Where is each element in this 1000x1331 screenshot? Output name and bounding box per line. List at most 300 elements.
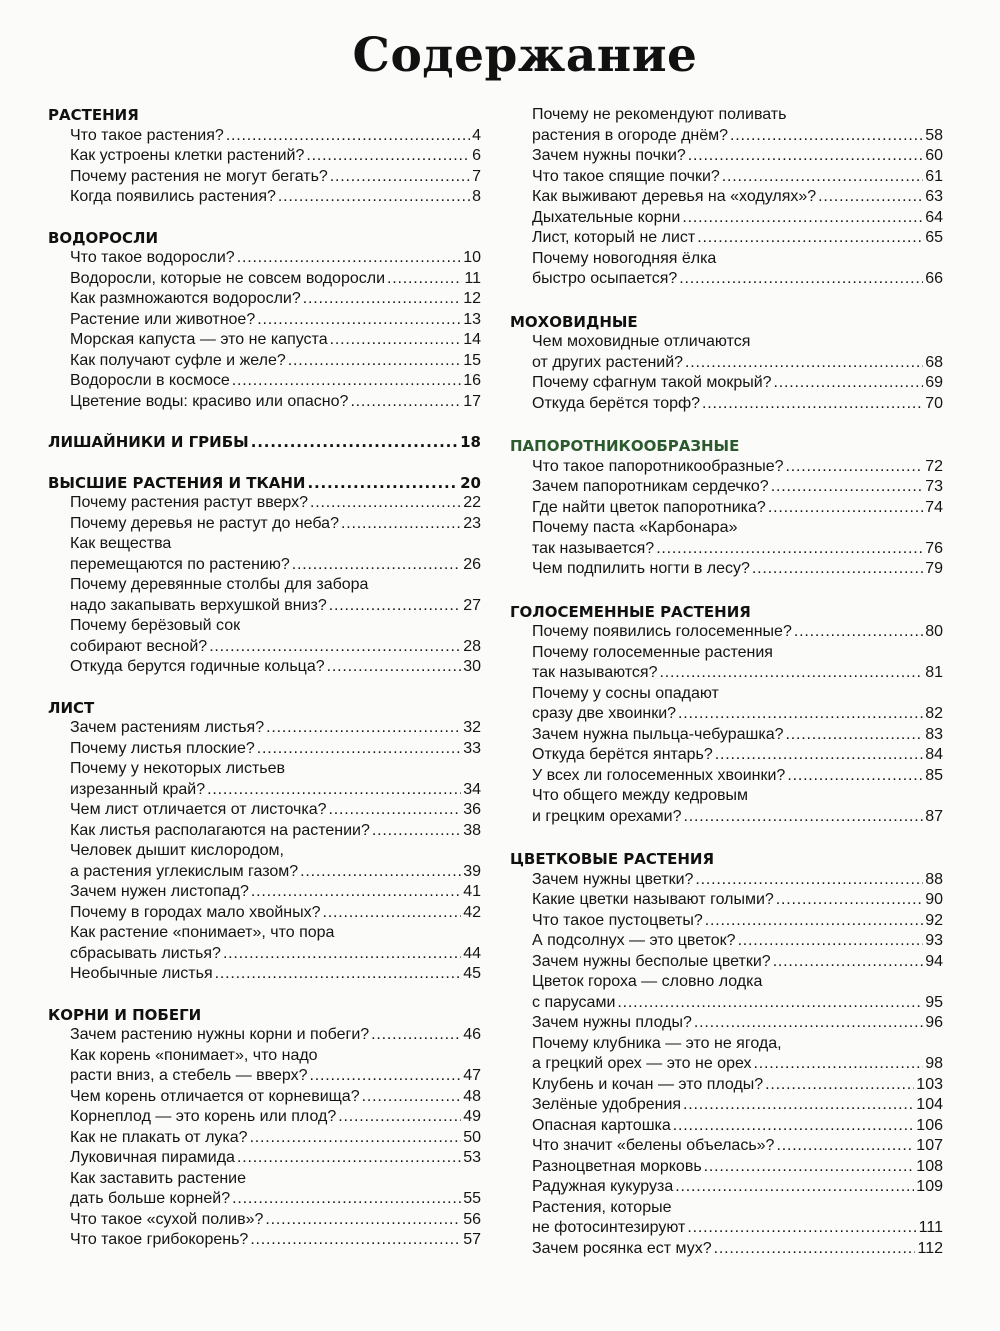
toc-entry[interactable] [532,477,943,498]
toc-entry[interactable] [532,870,943,891]
entry-title: Чем корень отличается от корневища? [70,1087,360,1105]
page-number: 109 [916,1178,943,1195]
toc-section [510,436,943,580]
entry-line [70,310,481,331]
toc-entry[interactable] [532,1075,943,1096]
toc-entry[interactable] [532,1136,943,1157]
entry-line [70,1025,481,1046]
entry-title: Луковичная пирамида [70,1149,235,1166]
toc-entry[interactable] [70,1107,481,1128]
toc-entry[interactable] [70,1169,481,1210]
toc-section [510,105,943,290]
dot-leader [714,1239,916,1260]
toc-section [510,602,943,828]
toc-entry[interactable] [532,745,943,766]
dot-leader [776,1136,914,1157]
page-number: 27 [463,596,481,614]
dot-leader [688,146,923,167]
entry-line [70,351,481,372]
entry-line [532,1116,943,1137]
toc-entry[interactable] [532,498,943,519]
dot-leader [288,351,461,372]
dot-leader [659,663,923,684]
toc-entry[interactable] [70,1230,481,1251]
toc-entry[interactable] [70,1087,481,1108]
dot-leader [330,167,470,188]
page-number: 72 [925,457,943,475]
entry-line [532,890,943,911]
entry-title: Чем подпилить ногти в лесу? [532,560,750,577]
section-heading[interactable] [510,436,943,457]
toc-entry[interactable] [70,1128,481,1149]
dot-leader [683,1095,914,1116]
page-number: 45 [463,965,481,982]
toc-entry[interactable] [70,739,481,760]
toc-entry[interactable] [532,559,943,580]
page-number: 42 [463,903,481,921]
toc-entry[interactable] [70,371,481,392]
page-number: 103 [916,1075,943,1093]
toc-entry[interactable] [532,684,943,725]
toc-entry[interactable] [70,392,481,413]
dot-leader [265,1210,461,1231]
entry-title: Зачем нужен листопад? [70,883,249,900]
dot-leader [683,807,923,828]
entry-line [70,1128,481,1149]
entry-title: Почему новогодняя ёлка [532,249,717,267]
section-heading-label: ГОЛОСЕМЕННЫЕ РАСТЕНИЯ [510,602,751,621]
entry-line [70,269,481,290]
dot-leader [785,725,923,746]
entry-line [532,332,943,353]
dot-leader [300,862,461,883]
toc-entry[interactable] [70,146,481,167]
page-number: 26 [463,555,481,573]
entry-line [532,952,943,973]
toc-section [48,105,481,208]
entry-title: Как растение «понимает», что пора [70,924,335,941]
dot-leader [752,559,923,580]
page-number: 39 [463,862,481,880]
toc-entry[interactable] [532,911,943,932]
entry-line [70,330,481,351]
entry-title: Как устроены клетки растений? [70,147,305,164]
entry-title: Человек дышит кислородом, [70,842,284,859]
toc-entry[interactable] [70,330,481,351]
toc-entry[interactable] [532,228,943,249]
toc-entry[interactable] [70,616,481,657]
toc-entry[interactable] [70,964,481,985]
entry-title: Что такое пустоцветы? [532,911,703,929]
toc-entry[interactable] [532,1034,943,1075]
toc-entry[interactable] [532,725,943,746]
entry-line [532,167,943,188]
entry-list [48,1025,481,1251]
toc-entry[interactable] [70,1025,481,1046]
entry-title: Почему появились голосеменные? [532,623,792,640]
entry-title: Почему берёзовый сок [70,617,241,634]
entry-title: Как листья располагаются на растении? [70,821,370,839]
entry-title: Что такое папоротникообразные? [532,457,784,475]
dot-leader [226,126,470,147]
page-number: 73 [925,478,943,495]
toc-entry[interactable] [70,759,481,800]
entry-title: Почему сфагнум такой мокрый? [532,374,772,391]
toc-entry[interactable] [532,622,943,643]
toc-entry[interactable] [70,923,481,964]
entry-title: Цветение воды: красиво или опасно? [70,392,349,410]
entry-line [532,559,943,580]
section-heading[interactable] [48,432,481,453]
entry-line [532,1034,943,1055]
dot-leader [617,993,923,1014]
entry-line [532,931,943,952]
dot-leader [679,269,923,290]
section-heading[interactable] [510,849,943,870]
dot-leader [350,392,461,413]
toc-entry[interactable] [70,657,481,678]
section-heading-label: РАСТЕНИЯ [48,106,139,124]
page-number: 28 [463,637,481,655]
dot-leader [250,1128,462,1149]
page-number: 93 [925,932,943,949]
entry-line [70,126,481,147]
entry-line [532,457,943,478]
page-number: 49 [463,1108,481,1125]
toc-entry[interactable] [70,269,481,290]
toc-entry[interactable] [70,1210,481,1231]
page-number: 33 [463,739,481,757]
dot-leader [209,637,461,658]
toc-entry[interactable] [70,575,481,616]
page-number: 8 [472,188,481,205]
toc-entry[interactable] [70,1046,481,1087]
entry-title: У всех ли голосеменных хвоинки? [532,766,786,784]
entry-line [70,1046,481,1067]
dot-leader [310,493,461,514]
toc-entry[interactable] [70,534,481,575]
entry-title: Где найти цветок папоротника? [532,498,766,516]
dot-leader [768,498,923,519]
entry-line [532,146,943,167]
entry-title: Зачем нужны бесполые цветки? [532,952,771,970]
section-heading-label: КОРНИ И ПОБЕГИ [48,1005,202,1024]
dot-leader [697,228,923,249]
toc-entry[interactable] [532,952,943,973]
section-heading[interactable] [48,1005,481,1026]
entry-line [532,353,943,374]
page-number: 74 [925,498,943,516]
entry-title: Зачем растению нужны корни и побеги? [70,1026,370,1043]
entry-title: с парусами [532,993,616,1011]
entry-line [532,126,943,147]
page-number: 6 [472,147,481,164]
dot-leader [656,539,923,560]
page-number: 38 [463,821,481,839]
dot-leader [215,964,462,985]
toc-entry[interactable] [70,903,481,924]
entry-line [70,1169,481,1190]
toc-entry[interactable] [532,146,943,167]
toc-entry[interactable] [70,351,481,372]
entry-line [70,718,481,739]
toc-entry[interactable] [532,373,943,394]
entry-title: Почему деревья не растут до неба? [70,514,339,532]
entry-line [532,477,943,498]
dot-leader [278,187,470,208]
page-number: 18 [460,433,481,451]
toc-entry[interactable] [532,518,943,559]
dot-leader [308,473,459,494]
entry-title: Что такое «сухой полив»? [70,1210,264,1228]
dot-leader [722,167,923,188]
page-number: 14 [463,331,481,348]
entry-title: расти вниз, а стебель — вверх? [70,1067,308,1084]
entry-title: Зачем растениям листья? [70,719,265,736]
page-number: 55 [463,1190,481,1207]
entry-title: Когда появились растения? [70,188,276,205]
dot-leader [303,289,461,310]
entry-line [532,1218,943,1239]
entry-line [70,289,481,310]
dot-leader [678,704,923,725]
entry-title: Что такое растения? [70,126,224,144]
entry-line [532,1013,943,1034]
entry-line [70,167,481,188]
dot-leader [702,394,923,415]
entry-list [48,126,481,208]
entry-line [532,911,943,932]
entry-line [532,684,943,705]
entry-line [532,870,943,891]
toc-entry[interactable] [532,786,943,827]
section-heading[interactable] [48,698,481,719]
toc-entry[interactable] [532,1013,943,1034]
entry-title: Как размножаются водоросли? [70,290,301,307]
toc-entry[interactable] [532,1157,943,1178]
toc-entry[interactable] [532,1198,943,1239]
toc-entry[interactable] [70,821,481,842]
section-heading[interactable] [48,228,481,249]
toc-entry[interactable] [70,289,481,310]
toc-entry[interactable] [532,972,943,1013]
dot-leader [694,1013,923,1034]
entry-line [532,1239,943,1260]
toc-entry[interactable] [532,332,943,373]
entry-title: Почему растения растут вверх? [70,494,309,511]
section-heading[interactable] [510,602,943,623]
page-number: 96 [925,1014,943,1031]
entry-list [510,332,943,414]
entry-line [70,575,481,596]
page-number: 17 [463,392,481,410]
toc-entry[interactable] [532,890,943,911]
entry-line [532,993,943,1014]
dot-leader [306,146,470,167]
section-heading-label: ЦВЕТКОВЫЕ РАСТЕНИЯ [510,850,715,868]
page-number: 50 [463,1128,481,1146]
page-number: 85 [925,766,943,784]
page-number: 80 [925,623,943,640]
entry-line [532,269,943,290]
toc-entry[interactable] [70,1148,481,1169]
entry-title: Опасная картошка [532,1116,671,1134]
page-number: 108 [916,1157,943,1175]
toc-entry[interactable] [532,394,943,415]
dot-leader [673,1116,915,1137]
page-number: 10 [463,249,481,266]
dot-leader [251,432,458,453]
toc-entry[interactable] [70,310,481,331]
section-heading-label: ЛИШАЙНИКИ И ГРИБЫ [48,433,249,451]
entry-line [532,187,943,208]
entry-line [70,759,481,780]
dot-leader [794,622,923,643]
entry-title: Растение или животное? [70,310,256,328]
toc-entry[interactable] [532,1095,943,1116]
entry-line [70,800,481,821]
entry-line [70,944,481,965]
toc-entry[interactable] [532,187,943,208]
entry-line [532,1054,943,1075]
toc-entry[interactable] [70,126,481,147]
toc-entry[interactable] [70,800,481,821]
entry-line [70,882,481,903]
toc-entry[interactable] [70,514,481,535]
toc-entry[interactable] [532,249,943,290]
section-heading[interactable] [510,312,943,333]
entry-title: Как заставить растение [70,1169,247,1187]
page-number: 98 [925,1055,943,1072]
toc-entry[interactable] [532,1116,943,1137]
entry-title: Цветок гороха — словно лодка [532,973,763,990]
entry-line [70,1148,481,1169]
entry-line [532,228,943,249]
page-number: 46 [463,1026,481,1043]
entry-title: изрезанный край? [70,780,206,798]
section-heading[interactable] [48,105,481,126]
page-number: 30 [463,658,481,675]
entry-line [532,539,943,560]
entry-line [532,1198,943,1219]
entry-line [70,739,481,760]
dot-leader [787,766,923,787]
entry-line [70,248,481,269]
entry-list [510,622,943,827]
dot-leader [687,1218,916,1239]
page-number: 68 [925,353,943,371]
entry-line [70,903,481,924]
dot-leader [250,1230,461,1251]
entry-title: Почему в городах мало хвойных? [70,903,321,921]
toc-entry[interactable] [532,105,943,146]
entry-line [70,923,481,944]
page-number: 53 [463,1149,481,1166]
toc-entry[interactable] [70,718,481,739]
toc-entry[interactable] [532,643,943,684]
dot-leader [771,477,924,498]
entry-line [70,841,481,862]
entry-line [532,208,943,229]
entry-title: Зачем росянка ест мух? [532,1239,712,1257]
entry-line [70,534,481,555]
dot-leader [695,870,923,891]
toc-entry[interactable] [70,841,481,882]
entry-title: Что значит «белены объелась»? [532,1137,775,1154]
toc-entry[interactable] [532,208,943,229]
entry-title: Необычные листья [70,965,213,982]
entry-line [532,807,943,828]
toc-entry[interactable] [70,493,481,514]
entry-title: Чем лист отличается от листочка? [70,801,327,818]
page-number: 44 [463,944,481,962]
dot-leader [715,745,923,766]
entry-line [70,371,481,392]
dot-leader [292,555,461,576]
entry-title: Как выживают деревья на «ходулях»? [532,188,817,205]
entry-line [532,373,943,394]
entry-line [70,862,481,883]
page-number: 112 [917,1239,943,1257]
section-heading-label: ВОДОРОСЛИ [48,228,159,247]
dot-leader [207,780,461,801]
page-number: 32 [463,719,481,736]
entry-line [532,663,943,684]
entry-title: Что общего между кедровым [532,787,748,804]
toc-section [48,473,481,678]
toc-entry[interactable] [70,248,481,269]
entry-title: Радужная кукуруза [532,1178,674,1195]
entry-title: Откуда берётся торф? [532,394,701,412]
toc-entry[interactable] [532,457,943,478]
page-number: 90 [925,891,943,908]
entry-list [510,457,943,580]
entry-title: Как не плакать от лука? [70,1128,248,1146]
entry-title: Растения, которые [532,1198,672,1216]
entry-title: Зачем нужны цветки? [532,870,694,888]
entry-title: Чем моховидные отличаются [532,333,751,350]
entry-line [532,498,943,519]
entry-title: А подсолнух — это цветок? [532,932,736,949]
toc-entry[interactable] [532,931,943,952]
entry-title: сразу две хвоинки? [532,705,677,722]
entry-line [532,972,943,993]
section-heading-label: ВЫСШИЕ РАСТЕНИЯ И ТКАНИ [48,473,306,492]
entry-title: так называются? [532,664,658,681]
dot-leader [773,952,924,973]
toc-entry[interactable] [70,167,481,188]
dot-leader [371,1025,461,1046]
section-heading[interactable] [48,473,481,494]
toc-entry[interactable] [70,187,481,208]
dot-leader [328,800,461,821]
toc-entry[interactable] [532,1239,943,1260]
page-number: 13 [463,310,481,328]
entry-line [532,518,943,539]
entry-line [532,704,943,725]
toc-entry[interactable] [532,1177,943,1198]
page-number: 22 [463,494,481,511]
toc-entry[interactable] [70,882,481,903]
entry-title: Дыхательные корни [532,208,681,226]
entry-list [48,248,481,412]
entry-list [48,493,481,678]
toc-section [48,432,481,453]
entry-title: Почему паста «Карбонара» [532,519,738,536]
toc-entry[interactable] [532,766,943,787]
toc-entry[interactable] [532,167,943,188]
page-number: 23 [463,514,481,532]
